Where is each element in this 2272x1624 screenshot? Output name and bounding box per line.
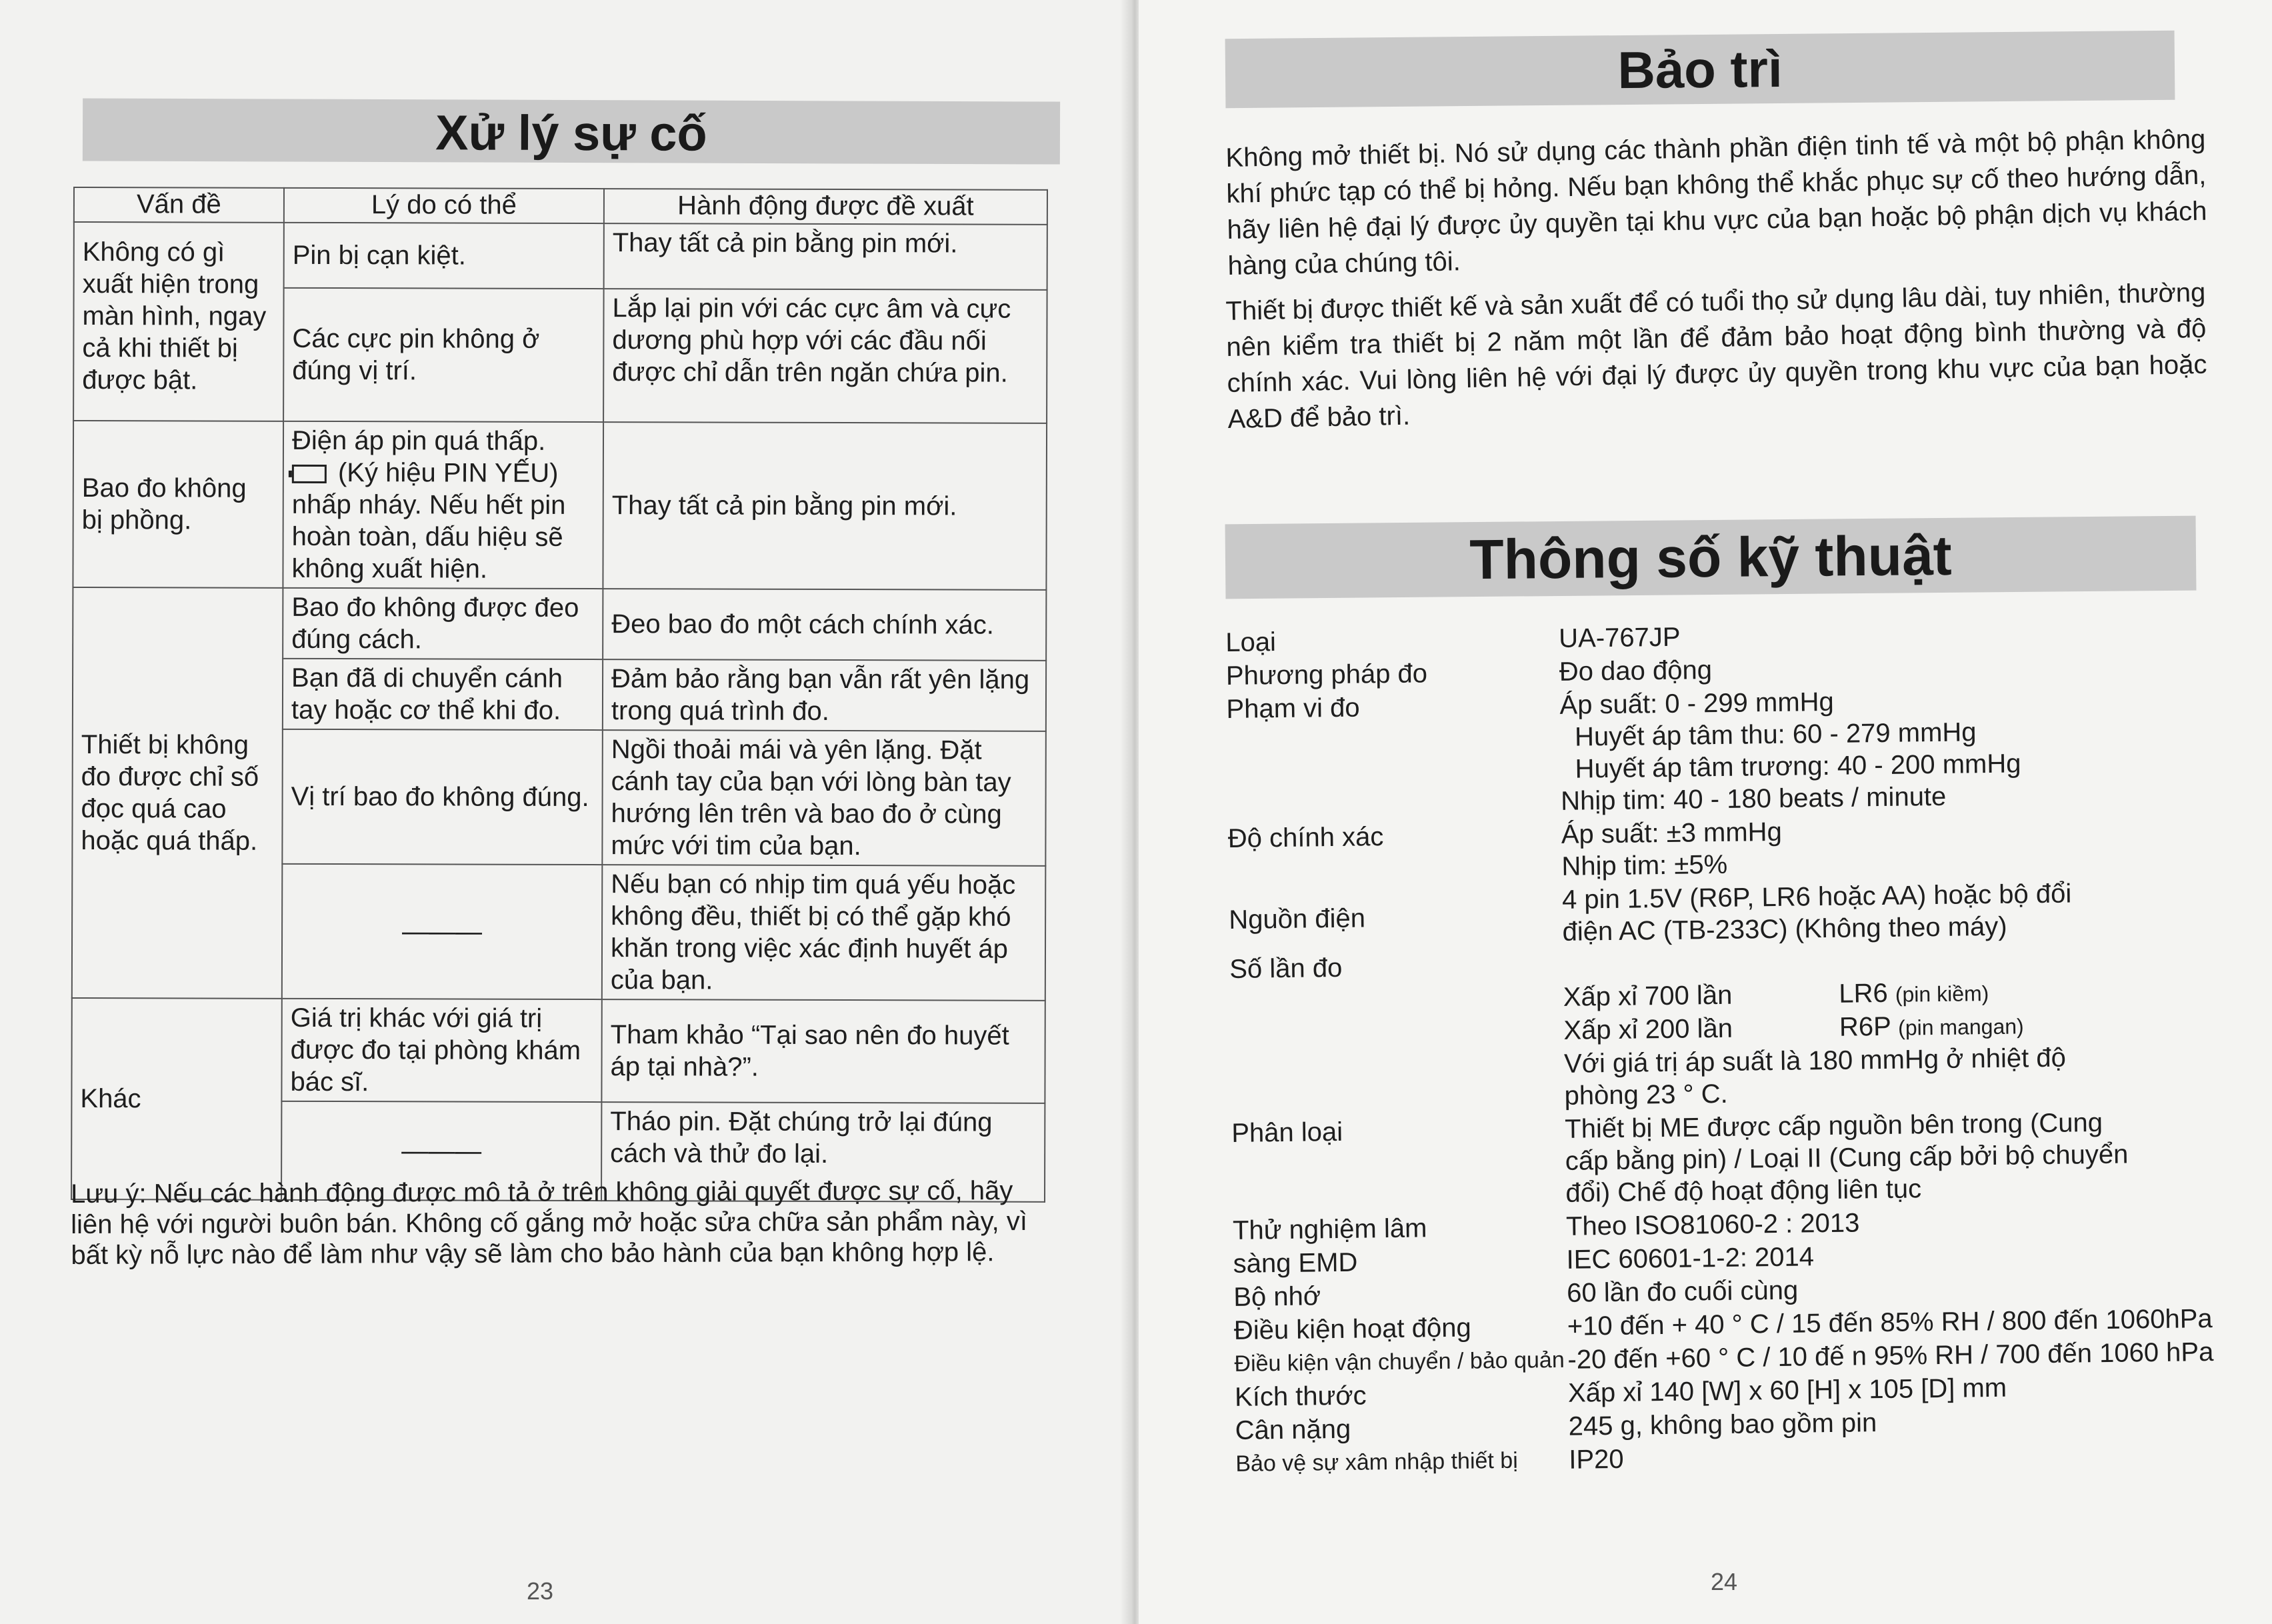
battery-type: LR6 <box>1839 978 1888 1009</box>
spec-value: Áp suất: ±3 mmHg <box>1561 817 1783 849</box>
spec-label: Kích thước <box>1234 1381 1367 1412</box>
spec-value: UA-767JP <box>1558 622 1681 653</box>
spec-value: Với giá trị áp suất là 180 mmHg ở nhiệt độ <box>1563 1043 2067 1079</box>
maintenance-title: Bảo trì <box>1225 31 2175 108</box>
cause-rest: (Ký hiệu PIN YẾU) nhấp nháy. Nếu hết pin hoàn toàn, dấu hiệu sẽ không xuất hiện. <box>291 458 566 584</box>
specifications-list <box>1225 614 2272 1481</box>
action-cell: Lắp lại pin với các cực âm và cực dương phù hợp với các đầu nối được chỉ dẫn trên ngăn chứa pin. <box>603 289 1047 423</box>
problem-cell: Thiết bị không đo được chỉ số đọc quá cao hoặc quá thấp. <box>72 587 283 999</box>
battery-note: (pin kiềm) <box>1895 981 1989 1007</box>
spec-label: Số lần đo <box>1229 953 1343 984</box>
spec-label: Bảo vệ sự xâm nhập thiết bị <box>1235 1447 1518 1477</box>
spec-value: Đo dao động <box>1559 655 1713 687</box>
spec-label: Nguồn điện <box>1229 903 1366 935</box>
spec-value: +10 đến + 40 ° C / 15 đến 85% RH / 800 đến 1060hPa <box>1567 1303 2213 1341</box>
troubleshooting-note: Lưu ý: Nếu các hành động được mô tả ở trên không giải quyết được sự cố, hãy liên hệ với người buôn bán. Không cố gắng mở hoặc sửa chữa sản phẩm này, vì bất kỳ nỗ lực nào để làm như vậy sẽ làm cho bảo hành của bạn không hợp lệ. <box>71 1176 1027 1270</box>
action-cell: Nếu bạn có nhịp tim quá yếu hoặc không đều, thiết bị có thể gặp khó khăn trong việc xác định huyết áp của bạn. <box>602 865 1046 1001</box>
column-header-problem: Vấn đề <box>74 187 284 223</box>
action-cell: Tháo pin. Đặt chúng trở lại đúng cách và thử đo lại. <box>601 1102 1045 1202</box>
spec-value: điện AC (TB-233C) (Không theo máy) <box>1562 911 2007 947</box>
column-header-cause: Lý do có thể <box>284 188 604 223</box>
spec-value: 60 lần đo cuối cùng <box>1566 1275 1799 1308</box>
spec-label: Điều kiện hoạt động <box>1233 1313 1471 1345</box>
spec-label: Thử nghiệm lâm <box>1232 1213 1427 1245</box>
left-page <box>0 0 1131 1624</box>
battery-low-icon <box>292 465 327 483</box>
table-row <box>73 587 1046 661</box>
page-number: 23 <box>527 1577 554 1605</box>
spec-row-classification <box>1231 1105 2272 1213</box>
maintenance-paragraph: Không mở thiết bị. Nó sử dụng các thành phần điện tinh tế và một bộ phận không khí phức tạp có thể bị hỏng. Nếu bạn không thể khắc phục sự cố theo hướng dẫn, hãy liên hệ đại lý được ủy quyền tại khu vực của bạn hoặc bộ phận dịch vụ khách hàng của chúng tôi. <box>1225 124 2207 281</box>
action-cell: Thay tất cả pin bằng pin mới. <box>603 422 1047 590</box>
cause-cell: ——— <box>282 864 603 999</box>
column-header-action: Hành động được đề xuất <box>604 189 1047 225</box>
spec-row-accuracy <box>1228 810 2269 887</box>
spec-label: Phân loại <box>1231 1117 1343 1148</box>
spec-value: Nhịp tim: 40 - 180 beats / minute <box>1560 781 1947 816</box>
problem-cell: Bao đo không bị phồng. <box>73 421 283 588</box>
spec-label: Cân nặng <box>1235 1414 1351 1445</box>
spec-label: Phạm vi đo <box>1226 693 1360 724</box>
spec-label: Phương pháp đo <box>1225 659 1428 691</box>
spec-value: Huyết áp tâm trương: 40 - 200 mmHg <box>1575 749 2021 784</box>
spec-value: IEC 60601-1-2: 2014 <box>1566 1242 1815 1275</box>
action-cell: Thay tất cả pin bằng pin mới. <box>604 223 1047 290</box>
spec-label: sàng EMD <box>1233 1247 1358 1279</box>
spec-value: Huyết áp tâm thu: 60 - 279 mmHg <box>1574 717 1977 752</box>
table-row <box>73 421 1047 590</box>
cause-cell: Pin bị cạn kiệt. <box>284 223 604 289</box>
action-cell: Ngồi thoải mái và yên lặng. Đặt cánh tay của bạn với lòng bàn tay hướng lên trên và bao đo ở cùng mức với tim của bạn. <box>602 730 1046 866</box>
count-value: Xấp xỉ 200 lần <box>1563 1013 1733 1045</box>
spec-value: -20 đến +60 ° C / 10 đế n 95% RH / 700 đến 1060 hPa <box>1567 1337 2214 1375</box>
cause-cell: Bao đo không được đeo đúng cách. <box>283 588 603 659</box>
spec-row-count <box>1229 941 2271 1116</box>
spec-value: IP20 <box>1569 1444 1624 1475</box>
spec-value: đổi) Chế độ hoạt động liên tục <box>1565 1174 1922 1208</box>
troubleshooting-table <box>71 187 1048 1203</box>
action-cell: Đeo bao đo một cách chính xác. <box>603 589 1046 661</box>
table-row <box>71 998 1045 1103</box>
spec-row-power <box>1229 875 2269 952</box>
spec-label: Bộ nhớ <box>1233 1281 1321 1312</box>
table-row <box>74 222 1047 290</box>
spec-row-range <box>1226 681 2267 821</box>
page-number: 24 <box>1711 1568 1738 1595</box>
spec-value: 4 pin 1.5V (R6P, LR6 hoặc AA) hoặc bộ đổi <box>1561 879 2072 915</box>
problem-cell: Khác <box>71 998 282 1200</box>
spec-label: Điều kiện vận chuyển / bảo quản <box>1234 1347 1565 1377</box>
spec-value: Theo ISO81060-2 : 2013 <box>1565 1208 1860 1241</box>
right-page <box>1139 0 2272 1624</box>
spec-value: phòng 23 ° C. <box>1564 1079 1728 1111</box>
cause-cell: Các cực pin không ở đúng vị trí. <box>283 288 604 422</box>
table-header-row <box>74 187 1047 225</box>
battery-note: (pin mangan) <box>1897 1014 2024 1040</box>
troubleshooting-title: Xử lý sự cố <box>83 98 1060 164</box>
cause-cell <box>283 421 603 589</box>
specifications-title: Thông số kỹ thuật <box>1225 516 2197 599</box>
spec-value: cấp bằng pin) / Loại II (Cung cấp bởi bộ chuyển <box>1565 1139 2129 1176</box>
action-cell: Đảm bảo rằng bạn vẫn rất yên lặng trong quá trình đo. <box>603 659 1046 731</box>
spec-label: Loại <box>1225 627 1277 657</box>
spec-value: 245 g, không bao gồm pin <box>1568 1408 1877 1441</box>
cause-cell: Vị trí bao đo không đúng. <box>282 729 603 865</box>
problem-cell: Không có gì xuất hiện trong màn hình, ngay cả khi thiết bị được bật. <box>73 222 284 421</box>
spec-value: Xấp xỉ 140 [W] x 60 [H] x 105 [D] mm <box>1567 1373 2007 1408</box>
spec-value: Áp suất: 0 - 299 mmHg <box>1559 687 1835 720</box>
maintenance-paragraph: Thiết bị được thiết kế và sản xuất để có tuổi thọ sử dụng lâu dài, tuy nhiên, thường nên kiểm tra thiết bị 2 năm một lần để đảm bảo hoạt động bình thường và độ chính xác. Vui lòng liên hệ với đại lý được ủy quyền trong khu vực của bạn hoặc A&D để bảo trì. <box>1225 277 2207 434</box>
cause-cell: ——— <box>281 1101 601 1201</box>
cause-line: Điện áp pin quá thấp. <box>291 425 546 456</box>
battery-type: R6P <box>1839 1011 1891 1042</box>
spec-label: Độ chính xác <box>1227 822 1384 853</box>
count-value: Xấp xỉ 700 lần <box>1563 980 1733 1012</box>
cause-cell: Giá trị khác với giá trị được đo tại phòng khám bác sĩ. <box>281 999 601 1102</box>
spec-value: Nhịp tim: ±5% <box>1561 849 1728 881</box>
action-cell: Tham khảo “Tại sao nên đo huyết áp tại nhà?”. <box>601 999 1045 1103</box>
spec-value: Thiết bị ME được cấp nguồn bên trong (Cung <box>1564 1107 2103 1144</box>
cause-cell: Bạn đã di chuyển cánh tay hoặc cơ thể khi đo. <box>283 659 603 730</box>
